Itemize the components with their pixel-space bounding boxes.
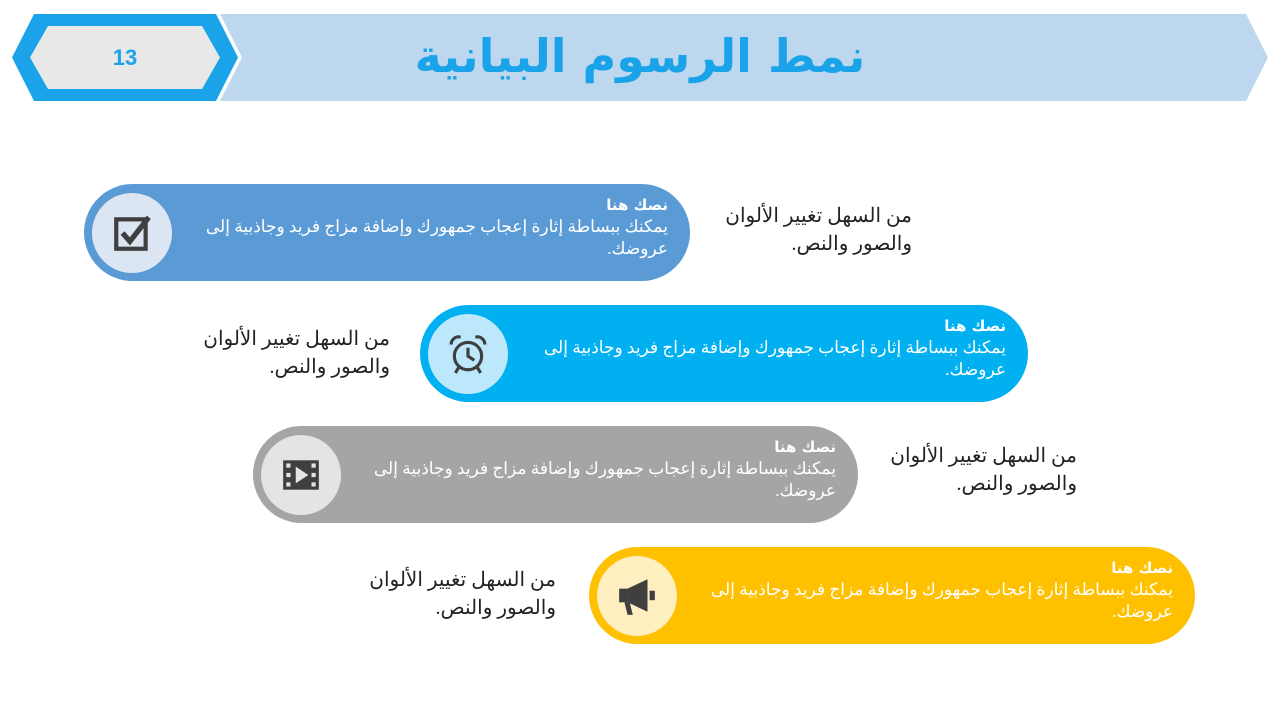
- video-icon: [280, 454, 322, 496]
- pill-title-1: نصك هنا: [606, 196, 668, 214]
- info-pill-2: [420, 305, 1028, 402]
- pill-title-4: نصك هنا: [1111, 559, 1173, 577]
- alarm-clock-icon: [447, 333, 489, 375]
- info-pill-4: [589, 547, 1195, 644]
- slide-title: نمط الرسوم البيانية: [414, 29, 866, 83]
- checkbox-icon: [111, 212, 153, 254]
- title-banner: [200, 14, 1268, 101]
- icon-circle-3: [261, 435, 341, 515]
- icon-circle-4: [597, 556, 677, 636]
- side-text-2: من السهل تغيير الألوان والصور والنص.: [203, 328, 390, 378]
- pill-body-1: يمكنك ببساطة إثارة إعجاب جمهورك وإضافة مزاج فريد وجاذبية إلى عروضك.: [205, 217, 668, 258]
- icon-circle-2: [428, 314, 508, 394]
- pill-body-3: يمكنك ببساطة إثارة إعجاب جمهورك وإضافة مزاج فريد وجاذبية إلى عروضك.: [373, 459, 836, 500]
- page-number-badge: [12, 14, 238, 101]
- info-pill-1: [84, 184, 690, 281]
- page-number: 13: [112, 45, 138, 70]
- pill-body-2: يمكنك ببساطة إثارة إعجاب جمهورك وإضافة مزاج فريد وجاذبية إلى عروضك.: [543, 338, 1006, 379]
- megaphone-icon: [616, 575, 658, 617]
- pill-body-4: يمكنك ببساطة إثارة إعجاب جمهورك وإضافة مزاج فريد وجاذبية إلى عروضك.: [710, 580, 1173, 621]
- info-pill-3: [253, 426, 858, 523]
- pill-title-3: نصك هنا: [774, 438, 836, 456]
- side-text-3: من السهل تغيير الألوان والصور والنص.: [890, 445, 1077, 495]
- pill-title-2: نصك هنا: [944, 317, 1006, 335]
- side-text-1: من السهل تغيير الألوان والصور والنص.: [725, 205, 912, 255]
- icon-circle-1: [92, 193, 172, 273]
- side-text-4: من السهل تغيير الألوان والصور والنص.: [369, 569, 556, 619]
